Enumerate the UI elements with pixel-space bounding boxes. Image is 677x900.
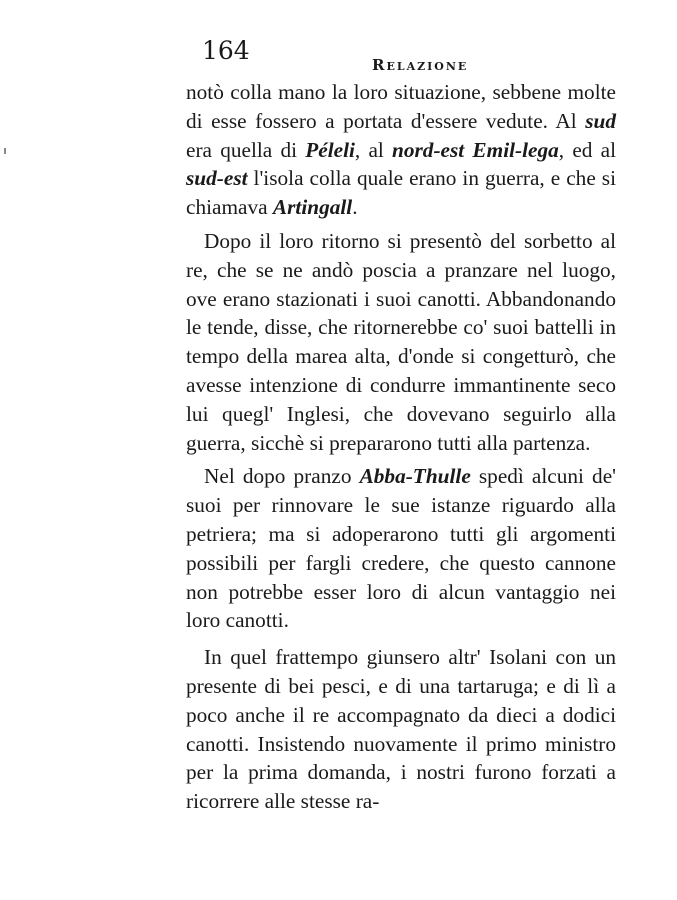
paragraph: Dopo il loro ritorno si presentò del sorbetto al re, che se ne andò poscia a pranzare nel luogo, ove erano stazionati i suoi canotti. Abbandonando le tende, disse, che ritornerebbe co' suoi battelli in tempo della marea alta, d'onde si congetturò, che avesse intenzione di condurre immantinente seco lui quegl' Inglesi, che dovevano seguirlo alla guerra, sicchè si prepararono tutti alla partenza. (186, 228, 616, 455)
page-number: 164 (202, 36, 250, 65)
paragraph: In quel frattempo giunsero altr' Isolani con un presente di bei pesci, e di una tartaruga; e di lì a poco anche il re accompagnato da dieci a dodici canotti. Insistendo nuovamente il primo ministro per la prima domanda, i nostri furono forzati a ricorrere alle stesse ra- (186, 645, 616, 814)
paragraph: Nel dopo pranzo Abba-Thulle spedì alcuni de' suoi per rinnovare le sue istanze riguardo alla petriera; ma si adoperarono tutti gli argomenti possibili per fargli credere, che questo cannone non potrebbe esser loro di alcun vantaggio nei loro canotti. (186, 464, 616, 633)
margin-mark (4, 148, 6, 154)
running-head (190, 26, 490, 76)
running-title: Relazione (372, 56, 469, 74)
body-text (186, 78, 616, 816)
paragraph: notò colla mano la loro situazione, sebbene molte di esse fossero a portata d'essere vedute. Al sud era quella di Péleli, al nord-est Emil-lega, ed al sud-est l'isola colla quale erano in guerra, e che si chiamava Artingall. (186, 80, 617, 220)
